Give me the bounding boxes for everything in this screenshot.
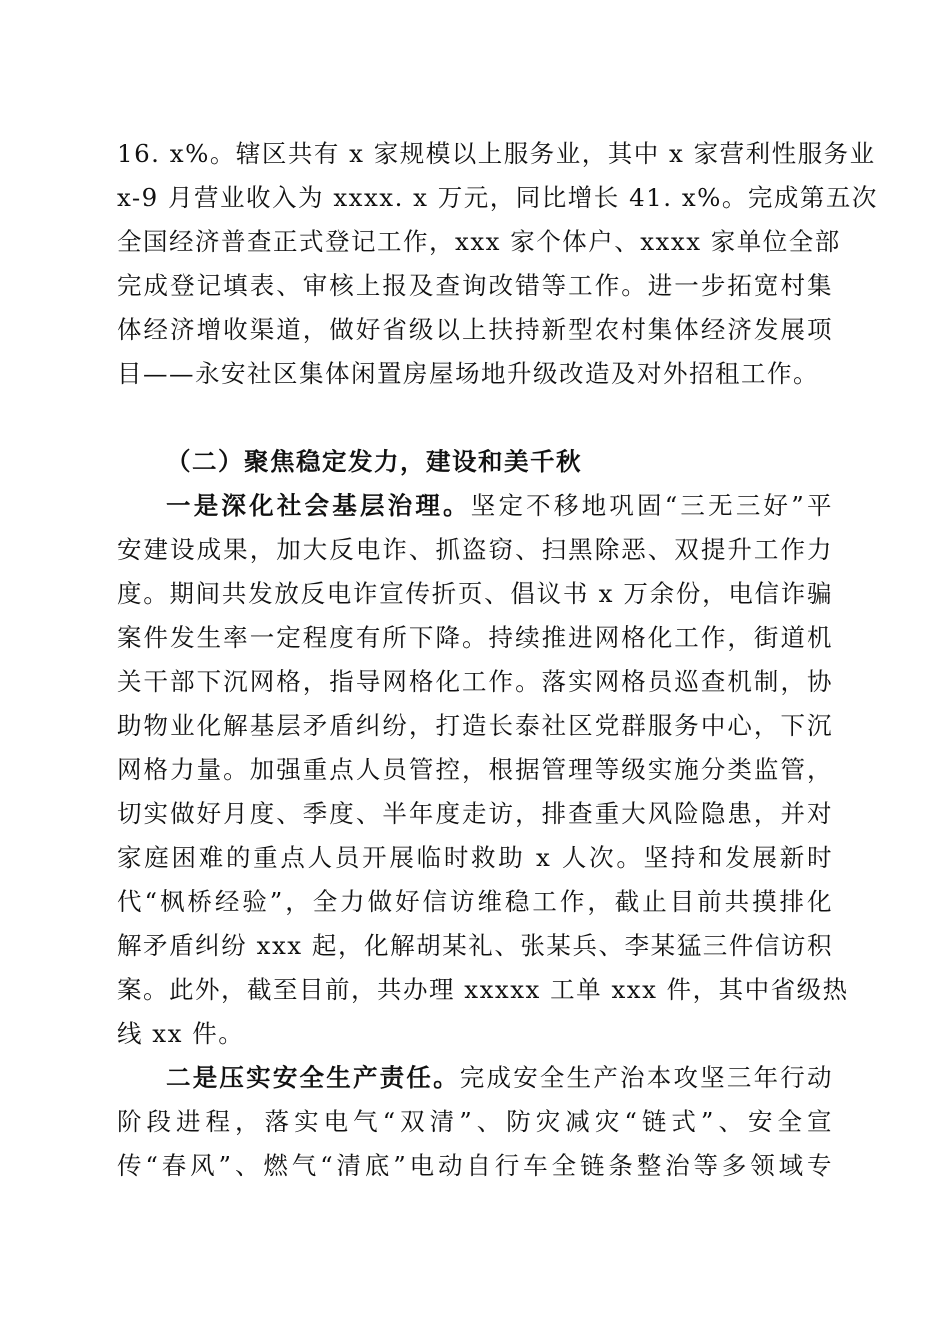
text-line: 解矛盾纠纷 xxx 起，化解胡某礼、张某兵、李某猛三件信访积 xyxy=(117,931,833,960)
text-line: 阶段进程，落实电气“双清”、防灾减灾“链式”、安全宣 xyxy=(117,1107,833,1136)
text-line: 16. x%。辖区共有 x 家规模以上服务业，其中 x 家营利性服务业 xyxy=(117,139,876,168)
text-line: 案。此外，截至目前，共办理 xxxxx 工单 xxx 件，其中省级热 xyxy=(117,975,849,1004)
text-line: 体经济增收渠道，做好省级以上扶持新型农村集体经济发展项 xyxy=(117,315,833,344)
text-line: 切实做好月度、季度、半年度走访，排查重大风险隐患，并对 xyxy=(117,799,833,828)
item-one-lead: 一是深化社会基层治理。 xyxy=(166,491,471,520)
section-heading-block xyxy=(117,440,833,484)
item-two-first-line: 完成安全生产治本攻坚三年行动 xyxy=(459,1063,834,1092)
paragraph-continued xyxy=(117,132,878,396)
text-line: 案件发生率一定程度有所下降。持续推进网格化工作，街道机 xyxy=(117,623,833,652)
text-line: 家庭困难的重点人员开展临时救助 x 人次。坚持和发展新时 xyxy=(117,843,833,872)
text-line: 代“枫桥经验”，全力做好信访维稳工作，截止目前共摸排化 xyxy=(117,887,833,916)
text-line: x-9 月营业收入为 xxxx. x 万元，同比增长 41. x%。完成第五次 xyxy=(117,183,878,212)
text-line: 关干部下沉网格，指导网格化工作。落实网格员巡查机制，协 xyxy=(117,667,833,696)
item-one-first-line: 坚定不移地巩固“三无三好”平 xyxy=(470,491,833,520)
text-line xyxy=(117,484,833,528)
text-line: 全国经济普查正式登记工作，xxx 家个体户、xxxx 家单位全部 xyxy=(117,227,841,256)
text-line: 完成登记填表、审核上报及查询改错等工作。进一步拓宽村集 xyxy=(117,271,833,300)
text-line: 助物业化解基层矛盾纠纷，打造长泰社区党群服务中心，下沉 xyxy=(117,711,833,740)
item-one-paragraph xyxy=(117,484,849,1056)
item-two-lead: 二是压实安全生产责任。 xyxy=(166,1063,460,1092)
text-line: 目——永安社区集体闲置房屋场地升级改造及对外招租工作。 xyxy=(117,359,819,388)
text-line: 线 xx 件。 xyxy=(117,1019,245,1048)
section-heading: （二）聚焦稳定发力，建设和美千秋 xyxy=(166,447,582,476)
text-line: 网格力量。加强重点人员管控，根据管理等级实施分类监管， xyxy=(117,755,833,784)
text-line: 度。期间共发放反电诈宣传折页、倡议书 x 万余份，电信诈骗 xyxy=(117,579,833,608)
item-two-paragraph xyxy=(117,1056,833,1188)
text-line: 传“春风”、燃气“清底”电动自行车全链条整治等多领域专 xyxy=(117,1151,833,1180)
text-line xyxy=(117,1056,833,1100)
text-line: 安建设成果，加大反电诈、抓盗窃、扫黑除恶、双提升工作力 xyxy=(117,535,833,564)
